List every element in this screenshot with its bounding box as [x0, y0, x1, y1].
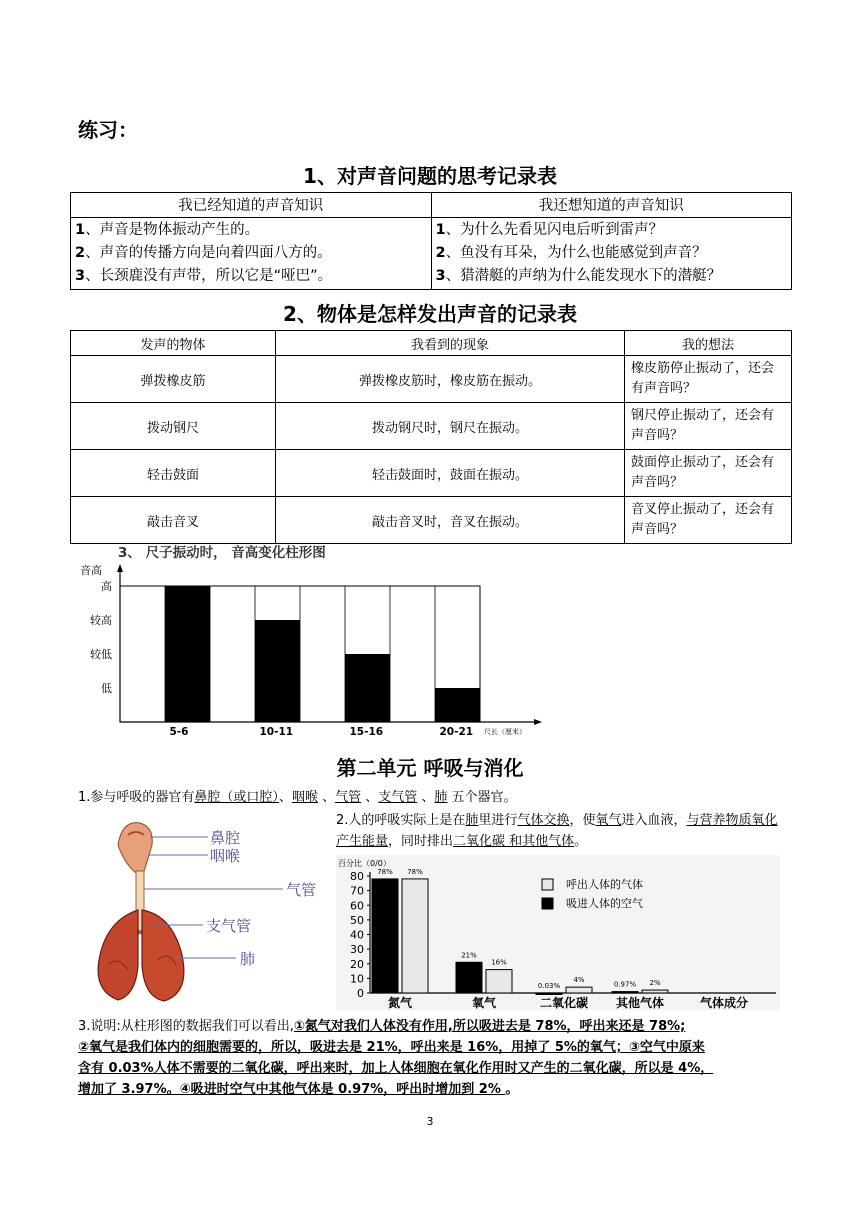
table-row — [71, 497, 792, 544]
object-cell: 轻击鼓面 — [71, 450, 276, 497]
x-tick-label: 20-21 — [439, 726, 474, 738]
legend-swatch — [542, 898, 553, 909]
data-label: 0.03% — [537, 981, 561, 990]
y-tick-label: 0 — [357, 987, 364, 1000]
x-tick-label: 氮气 — [387, 996, 413, 1010]
y-tick-label: 较高 — [90, 614, 112, 627]
y-tick-label: 20 — [350, 957, 364, 971]
known-cell — [71, 218, 432, 290]
want-cell — [431, 218, 792, 290]
data-label: 78% — [377, 867, 393, 876]
bar — [435, 688, 480, 722]
section2-title: 2、物体是怎样发出声音的记录表 — [283, 302, 577, 326]
phenomenon-cell: 敲击音叉时，音叉在振动。 — [276, 497, 625, 544]
bar — [165, 586, 210, 722]
y-tick-label: 60 — [350, 899, 364, 913]
q3-line: 增加了 3.97%。④吸进时空气中其他气体是 0.97%，呼出时增加到 2% — [78, 1082, 506, 1097]
phenomenon-cell: 弹拨橡皮筋时，橡皮筋在振动。 — [276, 356, 625, 403]
x-tick-label: 其他气体 — [615, 996, 665, 1010]
gas-bar-chart — [336, 855, 780, 1010]
section1-title: 1、对声音问题的思考记录表 — [303, 164, 557, 188]
nasal-label: 鼻腔 — [210, 829, 241, 847]
x-tick-label: 15-16 — [349, 726, 384, 738]
y-tick-label: 80 — [350, 870, 364, 883]
bar — [642, 990, 668, 993]
bar — [486, 970, 512, 993]
y-axis-arrow — [117, 564, 123, 572]
phenomenon-cell: 轻击鼓面时，鼓面在振动。 — [276, 450, 625, 497]
y-tick-label: 低 — [101, 682, 112, 695]
data-label: 16% — [491, 958, 507, 967]
known-item: 2、声音的传播方向是向着四面八方的。 — [75, 245, 332, 261]
phenomenon-cell: 拨动钢尺时，钢尺在振动。 — [276, 403, 625, 450]
object-cell: 弹拨橡皮筋 — [71, 356, 276, 403]
data-label: 2% — [649, 979, 661, 988]
question-2: 2.人的呼吸实际上是在肺里进行气体交换，使氧气进入血液，与营养物质氧化产生能量，同时排出二氧化碳 和其他气体。 — [336, 813, 778, 849]
table-header: 我的想法 — [625, 331, 792, 356]
y-tick-label: 30 — [350, 943, 364, 957]
bar — [402, 879, 428, 993]
table-header: 发声的物体 — [71, 331, 276, 356]
bar — [612, 992, 638, 994]
y-tick-label: 高 — [101, 580, 112, 593]
q3-line: 3.说明:从柱形图的数据我们可以看出, — [78, 1019, 294, 1034]
known-item: 1、声音是物体振动产生的。 — [75, 222, 260, 238]
object-cell: 敲击音叉 — [71, 497, 276, 544]
pitch-bar-chart — [70, 560, 550, 740]
lung-illustration — [98, 823, 184, 1001]
col-want-header: 我还想知道的声音知识 — [431, 193, 792, 218]
throat-label: 咽喉 — [210, 847, 241, 865]
section3-title: 3、 尺子振动时， 音高变化柱形图 — [118, 545, 326, 561]
y-tick-label: 70 — [350, 884, 364, 898]
bar — [536, 993, 562, 995]
sound-source-table — [70, 330, 792, 544]
idea-cell: 鼓面停止振动了，还会有声音吗？ — [625, 450, 792, 497]
legend-swatch — [542, 879, 553, 890]
table-row — [71, 450, 792, 497]
data-label: 0.97% — [613, 980, 637, 989]
want-item: 1、为什么先看见闪电后听到雷声？ — [435, 222, 664, 238]
exercise-heading: 练习： — [78, 118, 138, 142]
y-axis-label: 音高 — [80, 564, 102, 577]
want-item: 3、猎潜艇的声纳为什么能发现水下的潜艇？ — [435, 268, 722, 284]
q3-line: 含有 0.03%人体不需要的二氧化碳，呼出来时，加上人体细胞在氧化作用时又产生的二氧化碳，所以是 4%， — [78, 1061, 714, 1076]
unit2-title: 第二单元 呼吸与消化 — [336, 756, 524, 780]
x-tick-label: 二氧化碳 — [539, 996, 589, 1010]
legend-label: 吸进人体的空气 — [566, 897, 643, 910]
bar — [456, 962, 482, 993]
page-number: 3 — [426, 1115, 434, 1128]
x-axis-label: 尺长（厘米） — [484, 728, 526, 736]
x-tick-label: 5-6 — [169, 726, 189, 738]
x-tick-label: 氧气 — [471, 996, 497, 1010]
y-axis-label: 百分比（0/0） — [338, 859, 391, 868]
data-label: 4% — [573, 976, 585, 985]
data-label: 21% — [461, 951, 477, 960]
respiratory-diagram — [78, 815, 333, 1010]
idea-cell: 钢尺停止振动了，还会有声音吗？ — [625, 403, 792, 450]
x-axis-label: 气体成分 — [699, 996, 749, 1010]
bar — [566, 987, 592, 993]
bar — [372, 879, 398, 993]
question-1: 1.参与呼吸的器官有鼻腔（或口腔）、咽喉 、气管 、支气管 、肺 五个器官。 — [78, 790, 517, 805]
bronchus-label: 支气管 — [206, 917, 252, 935]
table-header: 我看到的现象 — [276, 331, 625, 356]
trachea-label: 气管 — [286, 881, 317, 899]
col-known-header: 我已经知道的声音知识 — [71, 193, 432, 218]
known-item: 3、长颈鹿没有声带，所以它是“哑巴”。 — [75, 268, 333, 284]
data-label: 78% — [407, 867, 423, 876]
y-tick-label: 较低 — [90, 648, 112, 661]
question-3: 3.说明:从柱形图的数据我们可以看出,①氮气对我们人体没有作用,所以吸进去是 78%，呼出来还是 78%; ②氧气是我们体内的细胞需要的，所以，吸进去是 21%，呼出来是 16%，用掉了 5%的氧气；③空气中原来 含有 0.03%人体不需要的二氧化碳，呼出来时，加上人体细胞在氧化作用时又产生的二氧化碳，所以是 4%， 增加了 3.97%。④吸进时空气中其他气体是 0.97%，呼出时增加到 2% 。 — [78, 1016, 788, 1100]
x-axis-arrow — [534, 719, 542, 725]
idea-cell: 音叉停止振动了，还会有声音吗？ — [625, 497, 792, 544]
q3-line: ①氮气对我们人体没有作用,所以吸进去是 78%，呼出来还是 78%; — [293, 1019, 686, 1034]
bar — [255, 620, 300, 722]
want-item: 2、鱼没有耳朵，为什么也能感觉到声音？ — [435, 245, 707, 261]
table-row — [71, 403, 792, 450]
y-tick-label: 50 — [350, 913, 364, 927]
idea-cell: 橡皮筋停止振动了，还会有声音吗？ — [625, 356, 792, 403]
sound-knowledge-table — [70, 192, 792, 290]
y-tick-label: 10 — [350, 972, 364, 986]
q3-line: ②氧气是我们体内的细胞需要的，所以，吸进去是 21%，呼出来是 16%，用掉了 5%的氧气；③空气中原来 — [78, 1040, 705, 1055]
bar — [345, 654, 390, 722]
object-cell: 拨动钢尺 — [71, 403, 276, 450]
legend-label: 呼出人体的气体 — [566, 878, 643, 891]
lung-label: 肺 — [240, 950, 256, 968]
y-tick-label: 40 — [350, 928, 364, 942]
x-tick-label: 10-11 — [259, 726, 294, 738]
table-row — [71, 356, 792, 403]
